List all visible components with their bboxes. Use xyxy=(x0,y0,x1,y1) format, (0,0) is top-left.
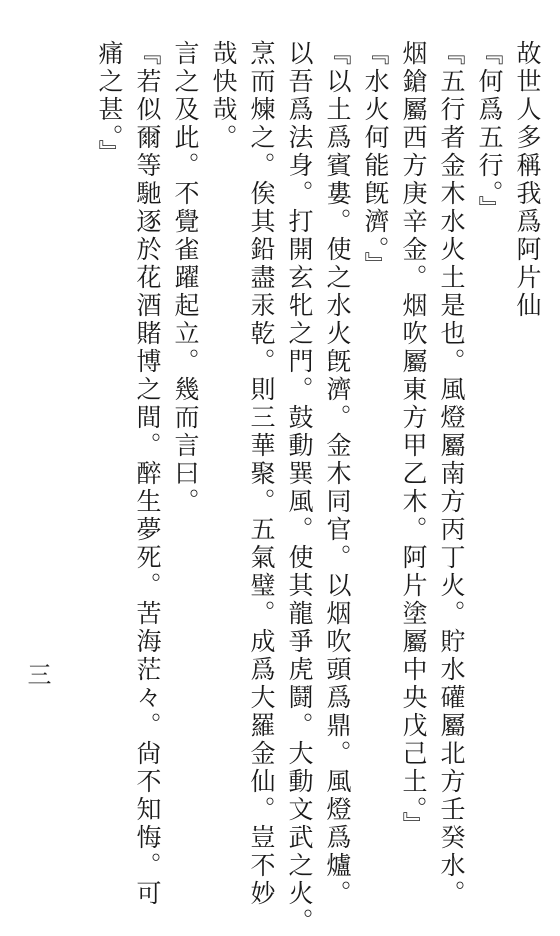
text-column: 『水火何能旣濟。』 xyxy=(361,40,390,280)
vertical-text-body xyxy=(22,40,542,936)
text-column: 『以土爲賓婁。使之水火旣濟。金木同官。以烟吹頭爲鼎。風燈爲爐。 xyxy=(323,40,352,908)
text-column: 烹而煉之。俟其鉛盡汞乾。則三華聚。五氣璧。成爲大羅金仙。豈不妙 xyxy=(247,40,276,908)
text-column: 痛之甚。』 xyxy=(95,40,124,168)
text-column: 『何爲五行。』 xyxy=(475,40,504,224)
text-column: 『五行者金木水火土是也。風燈屬南方丙丁火。貯水礶屬北方壬癸水。 xyxy=(437,40,466,908)
page-number: 三 xyxy=(23,662,51,686)
text-column: 『若似爾等馳逐於花酒賭博之間。醉生夢死。苦海茫々。尙不知悔。可 xyxy=(133,40,162,908)
text-column: 故世人多稱我爲阿片仙 xyxy=(513,40,542,320)
text-column: 烟鎗屬西方庚辛金。烟吹屬東方甲乙木。阿片塗屬中央戊己土。』 xyxy=(399,40,428,840)
text-column: 以吾爲法身。打開玄牝之門。鼓動巽風。使其龍爭虎鬪。大動文武之火。 xyxy=(285,40,314,936)
text-column: 哉快哉。 xyxy=(209,40,238,152)
text-column: 言之及此。不覺雀躍起立。幾而言曰。 xyxy=(171,40,200,516)
